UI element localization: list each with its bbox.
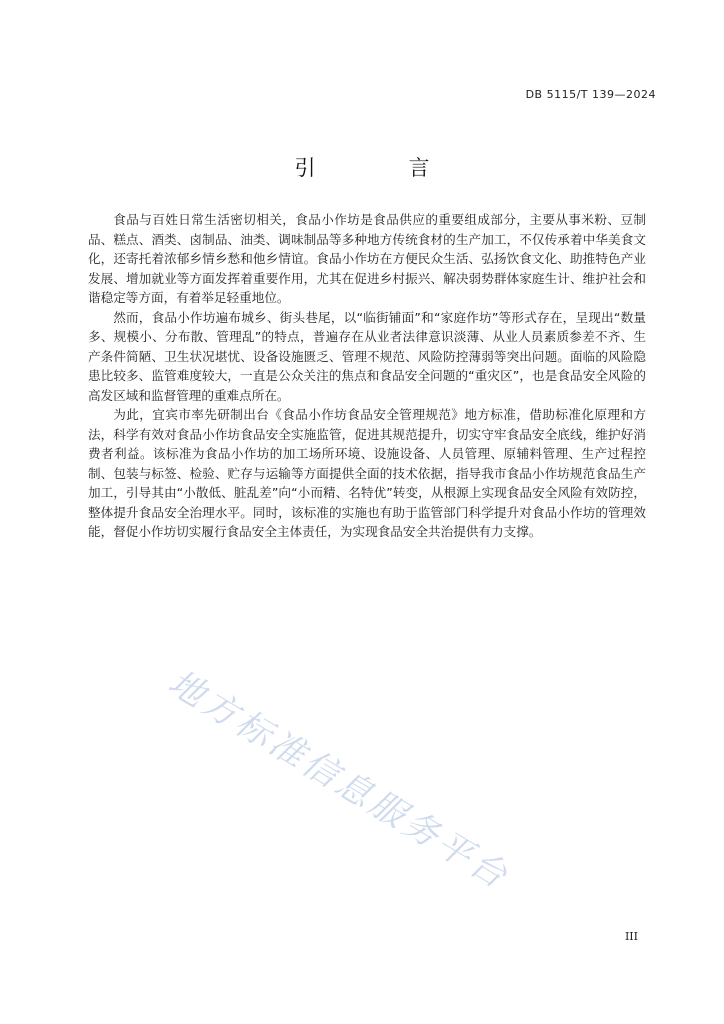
- standard-code: DB 5115/T 139—2024: [525, 88, 656, 101]
- paragraph: 然而，食品小作坊遍布城乡、街头巷尾，以“临街铺面”和“家庭作坊”等形式存在，呈现出“数量多、规模小、分布散、管理乱”的特点，普遍存在从业者法律意识淡薄、从业人员素质参差不齐、生产条件简陋、卫生状况堪忧、设备设施匮乏、管理不规范、风险防控薄弱等突出问题。面临的风险隐患比较多、监管难度较大，一直是公众关注的焦点和食品安全问题的“重灾区”，也是食品安全风险的高发区域和监督管理的重难点所在。: [88, 309, 646, 403]
- page-title: 引 言: [294, 156, 466, 180]
- body-text: [88, 210, 646, 542]
- paragraph: 为此，宜宾市率先研制出台《食品小作坊食品安全管理规范》地方标准，借助标准化原理和方法，科学有效对食品小作坊食品安全实施监管，促进其规范提升，切实守牢食品安全底线，维护好消费者利益。该标准为食品小作坊的加工场所环境、设施设备、人员管理、原辅料管理、生产过程控制、包装与标签、检验、贮存与运输等方面提供全面的技术依据，指导我市食品小作坊规范食品生产加工，引导其由“小散低、脏乱差”向“小而精、名特优”转变，从根源上实现食品安全风险有效防控，整体提升食品安全治理水平。同时，该标准的实施也有助于监管部门科学提升对食品小作坊的管理效能，督促小作坊切实履行食品安全主体责任，为实现食品安全共治提供有力支撑。: [88, 407, 646, 539]
- page-number: III: [624, 930, 638, 943]
- paragraph: 食品与百姓日常生活密切相关，食品小作坊是食品供应的重要组成部分，主要从事米粉、豆制品、糕点、酒类、卤制品、油类、调味制品等多种地方传统食材的生产加工，不仅传承着中华美食文化，还寄托着浓郁乡情乡愁和他乡情谊。食品小作坊在方便民众生活、弘扬饮食文化、助推特色产业发展、增加就业等方面发挥着重要作用，尤其在促进乡村振兴、解决弱势群体家庭生计、维护社会和谐稳定等方面，有着举足轻重地位。: [88, 212, 646, 305]
- watermark: 地方标准信息服务平台: [161, 662, 517, 899]
